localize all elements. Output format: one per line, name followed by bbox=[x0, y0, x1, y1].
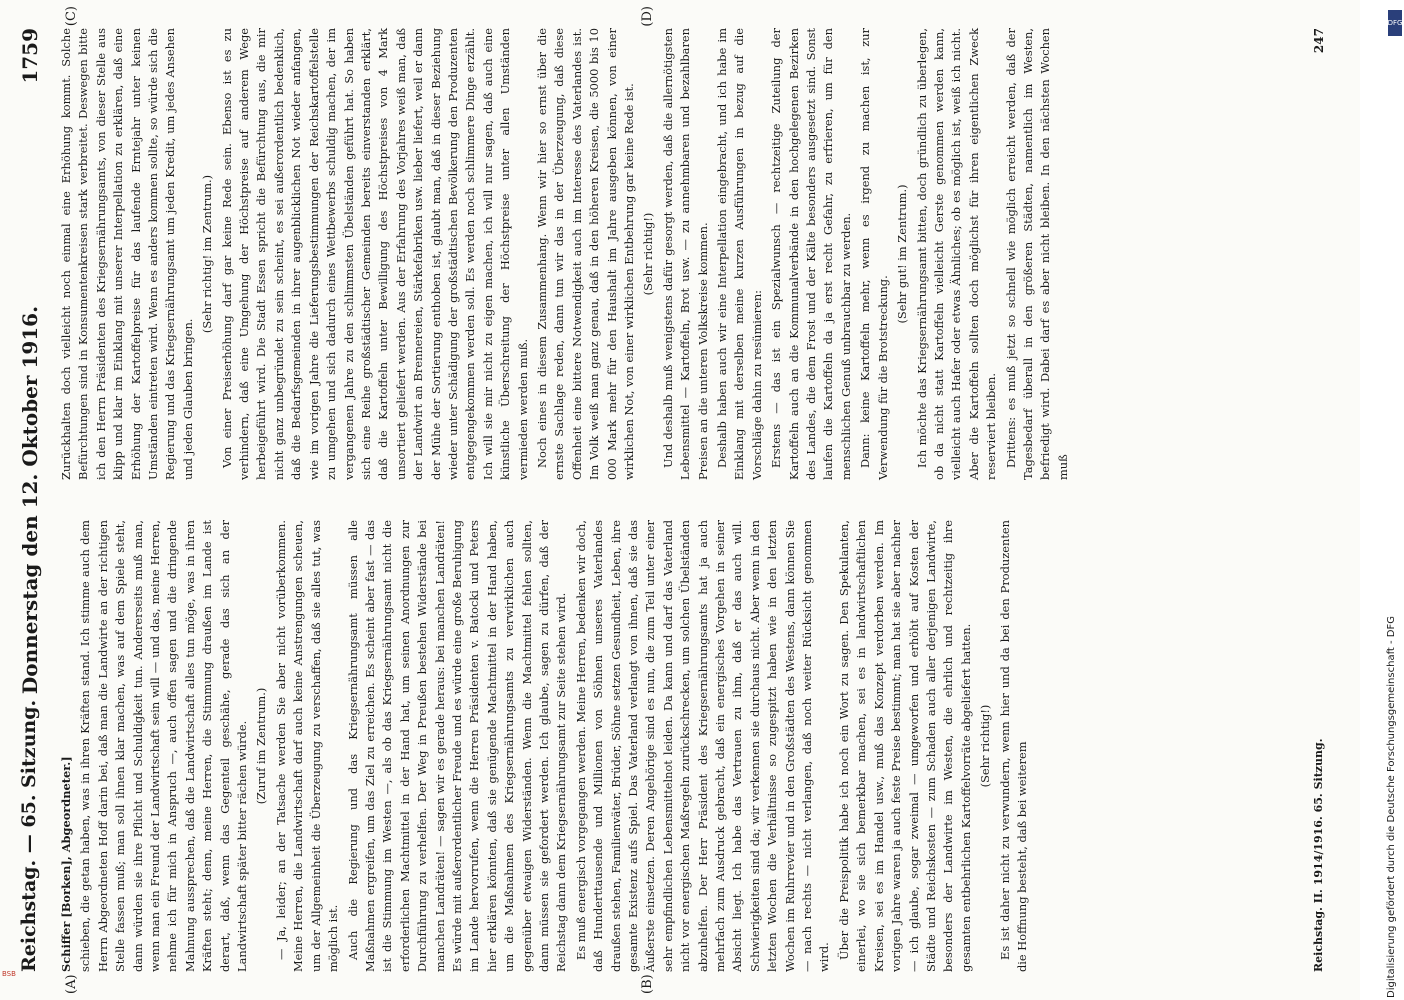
paragraph: — Ja, leider; an der Tatsache werden Sie aber nicht vorüberkommen. Meine Herren, die Landwirtschaft darf auch keine Anstrengungen scheuen, um der Allgemeinheit die Überzeugung zu verschaffen, daß sie alles tut, was möglich ist. bbox=[273, 520, 341, 972]
paragraph: Es ist daher nicht zu verwundern, wenn hier und da bei den Produzenten die Hoffnung besteht, daß bei weiterem bbox=[997, 520, 1029, 972]
paragraph: Deshalb haben auch wir eine Interpellation eingebracht, und ich habe im Einklang mit derselben meine kurzen Ausführungen in bezug auf die Vorschläge dahin zu resümieren: bbox=[715, 28, 764, 480]
bsb-mark: BSB bbox=[2, 970, 16, 978]
margin-mark-b: (B) bbox=[640, 974, 655, 994]
margin-mark-c: (C) bbox=[64, 6, 79, 27]
dfg-logo: DFG bbox=[1388, 10, 1402, 36]
paragraph: schieben, die getan haben, was in ihren Kräften stand. Ich stimme auch dem Herrn Abgeordneten Hoff darin bei, daß man die Landwirte an der richtigen Stelle fassen muß; man soll ihnen klar machen, was auf dem Spiele steht, dann würden sie ihre Pflicht und Schuldigkeit tun. Andererseits muß man, wenn man ein Freund der Landwirtschaft sein will — und das, meine Herren, nehme ich für mich in Anspruch —, auch offen sagen und die dringende Mahnung aussprechen, daß die Landwirtschaft alles tun möge, was in ihren Kräften steht; denn, meine Herren, die Stimmung draußen im Lande ist derart, daß, wenn das Gegenteil geschähe, gerade das sich an der Landwirtschaft später bitter rächen würde. bbox=[78, 520, 250, 972]
paragraph: Über die Preispolitik habe ich noch ein Wort zu sagen. Den Spekulanten, einerlei, wo sie sich bemerkbar machen, sei es in landwirtschaftlichen Kreisen, sei es im Handel usw., muß das Konzept verdorben werden. Im vorigen Jahre waren ja auch feste Preise bestimmt; man hat sie aber nachher — ich glaube, sogar zweimal — umgeworfen und erhöht auf Kosten der Städte und Reichskosten — zum Schaden auch aller derjenigen Landwirte, besonders der Landwirte im Westen, die ehrlich und rechtzeitig ihre gesamten entbehrlichen Kartoffelvorräte abgeliefert hatten. bbox=[836, 520, 973, 972]
footer-left: Reichstag. II. 1914/1916. 65. Sitzung. bbox=[1312, 738, 1325, 972]
paragraph: Und deshalb muß wenigstens dafür gesorgt werden, daß die allernötigsten Lebensmittel — Kartoffeln, Brot usw. — zu annehmbaren und bezahlbaren Preisen an die unteren Volkskreise kommen. bbox=[660, 28, 710, 480]
interjection: (Zuruf im Zentrum.) bbox=[254, 687, 269, 805]
interjection: (Sehr gut! im Zentrum.) bbox=[895, 184, 910, 324]
paragraph: Auch die Regierung und das Kriegsernährungsamt müssen alle Maßnahmen ergreifen, um das Ziel zu erreichen. Es scheint aber fast — das ist die Stimmung im Westen —, als ob das Kriegsernährungsamt nicht die erforderlichen Machtmittel in der Hand hat, um seinen Anordnungen zur Durchführung zu verhelfen. Der Weg in Preußen bestehen Widerstände bei manchen Landräten! — sagen wir es gerade heraus: bei manchen Landräten! Es würde mit außerordentlicher Freude und es würde eine große Beruhigung im Lande hervorrufen, wenn die Herren Präsidenten v. Batocki und Peters hier erklären könnten, daß sie genügende Machtmittel in der Hand haben, um die Maßnahmen des Kriegsernährungsamts zu verwirklichen auch gegenüber etwaigen Widerständen. Wenn die Machtmittel fehlen sollten, dann müssen sie gefordert werden. Ich glaube, sagen zu dürfen, daß der Reichstag dann dem Kriegsernährungsamt zur Seite stehen wird. bbox=[345, 520, 569, 972]
header-date: Donnerstag den 12. Oktober 1916. bbox=[18, 305, 42, 695]
right-text-column bbox=[58, 28, 1074, 480]
interjection: (Sehr richtig!) bbox=[641, 212, 656, 296]
paragraph: Zurückhalten doch vielleicht noch einmal eine Erhöhung kommt. Solche Befürchtungen sind in Konsumentenkreisen stark verbreitet. Deswegen bitte ich den Herrn Präsidenten des Kriegsernährungsamts, von dieser Stelle aus klipp und klar im Einklang mit unserer Interpellation zu erklären, daß eine Erhöhung der Kartoffelpreise für das laufende Erntejahr unter keinen Umständen eintreten wird. Wenn es anders kommen sollte, so würde sich die Regierung und das Kriegsernährungsamt um jeden Kredit, um jedes Ansehen und jeden Glauben bringen. bbox=[59, 28, 195, 480]
paragraph: Noch eines in diesem Zusammenhang. Wenn wir hier so ernst über die ernste Sachlage reden, dann tun wir das in der Überzeugung, daß diese Offenheit eine bittere Notwendigkeit auch im Interesse des Vaterlandes ist. Im Volk weiß man ganz genau, daß in den höheren Kreisen, die 5000 bis 10 000 Mark mehr für den Haushalt im Jahre ausgeben können, von einer wirklichen Not, von einer wirklichen Entbehrung gar keine Rede ist. bbox=[534, 28, 636, 480]
speaker-line: Schiffer [Borken], Abgeordneter.] bbox=[59, 756, 73, 972]
paragraph: Ich möchte das Kriegsernährungsamt bitten, doch gründlich zu überlegen, ob da nicht statt Kartoffeln vielleicht Gerste genommen werden kann, vielleicht auch Hafer oder etwas Ähnliches; ob es möglich ist, weiß ich nicht. Aber die Kartoffeln sollten doch möglichst für ihren eigentlichen Zweck reserviert bleiben. bbox=[914, 28, 999, 480]
digitization-credit bbox=[1386, 8, 1402, 998]
paragraph: Es muß energisch vorgegangen werden. Meine Herren, bedenken wir doch, daß Hunderttausende und Millionen von Söhnen unseres Vaterlandes draußen stehen, Familienväter, Brüder, Söhne setzen Gesundheit, Leben, ihre gesamte Existenz aufs Spiel. Das Vaterland verlangt von ihnen, daß sie das Äußerste einsetzen. Deren Angehörige sind es nun, die zum Teil unter einer sehr empfindlichen Lebensmittelnot leiden. Da kann und darf das Vaterland nicht vor energischen Maßregeln zurückschrecken, um solchen Übelständen abzuhelfen. Der Herr Präsident des Kriegsernährungsamts hat ja auch mehrfach zum Ausdruck gebracht, daß ein energisches Vorgehen in seiner Absicht liegt. Ich habe das Vertrauen zu ihm, daß er das auch will. Schwierigkeiten sind da; wir verkennen sie durchaus nicht. Aber wenn in den letzten Wochen die Verhältnisse so zugespitzt haben wie in den letzten Wochen im Ruhrrevier und in den Großstädten des Westens, dann können Sie — nach rechts — nicht verlangen, daß noch weiter Rücksicht genommen wird. bbox=[573, 520, 832, 972]
interjection: (Sehr richtig! im Zentrum.) bbox=[200, 174, 215, 334]
paragraph: Erstens — das ist ein Spezialwunsch — rechtzeitige Zuteilung der Kartoffeln auch an die Kommunalverbände in den hochgelegenen Bezirken des Landes, die dem Frost und der Kälte besonders ausgesetzt sind. Sonst laufen die Kartoffeln da ja erst recht Gefahr, zu erfrieren, um für den menschlichen Genuß unbrauchbar zu werden. bbox=[769, 28, 853, 480]
page-header bbox=[18, 28, 52, 972]
paragraph: Von einer Preiserhöhung darf gar keine Rede sein. Ebenso ist es zu verhindern, daß eine Umgehung der Höchstpreise auf anderem Wege herbeigeführt wird. Die Stadt Essen spricht die Befürchtung aus, die mir nicht ganz unbegründet zu sein scheint, es sei außerordentlich bedenklich, daß die Bedarfsgemeinden in ihrer augenblicklichen Not wieder anfangen, wie im vorigen Jahre die Lieferungsbestimmungen der Reichskartoffelstelle zu umgehen und sich dadurch eines Wettbewerbs schuldig machen, der im vergangenen Jahre zu den schlimmsten Übelständen geführt hat. So haben sich eine Reihe großstädtischer Gemeinden bereits einverstanden erklärt, daß die Kartoffeln unter Bewilligung des Höchstpreises von 4 Mark unsortiert geliefert werden. Aus der Erfahrung des Vorjahres weiß man, daß der Landwirt an Brennereien, Stärkefabriken usw. lieber liefert, weil er dann der Mühe der Sortierung enthoben ist, glaubt man, daß in dieser Beziehung wieder unter Schädigung der großstädtischen Bevölkerung den Produzenten entgegengekommen werden soll. Es werden noch schlimmere Dinge erzählt. Ich will sie mir nicht zu eigen machen, ich will nur sagen, daß auch eine künstliche Überschreitung der Höchstpreise unter allen Umständen vermieden werden muß. bbox=[219, 28, 530, 480]
interjection: (Sehr richtig!) bbox=[978, 704, 993, 788]
margin-mark-d: (D) bbox=[640, 6, 655, 27]
margin-mark-a: (A) bbox=[64, 974, 79, 994]
left-text-column bbox=[58, 520, 1033, 972]
page-number: 1759 bbox=[18, 28, 42, 84]
paragraph: Dann: keine Kartoffeln mehr, wenn es irgend zu machen ist, zur Verwendung für die Brotstreckung. bbox=[858, 28, 890, 480]
header-left: Reichstag. — 65. Sitzung. bbox=[18, 699, 40, 972]
credit-text: Digitalisierung gefördert durch die Deutsche Forschungsgemeinschaft - DFG bbox=[1386, 615, 1397, 998]
footer-signature-number: 247 bbox=[1312, 28, 1326, 54]
paragraph: Drittens: es muß jetzt so schnell wie möglich erreicht werden, daß der Tagesbedarf überall in den größeren Städten, namentlich im Westen, befriedigt wird. Dabei darf es aber nicht bleiben. In den nächsten Wochen muß bbox=[1003, 28, 1070, 480]
